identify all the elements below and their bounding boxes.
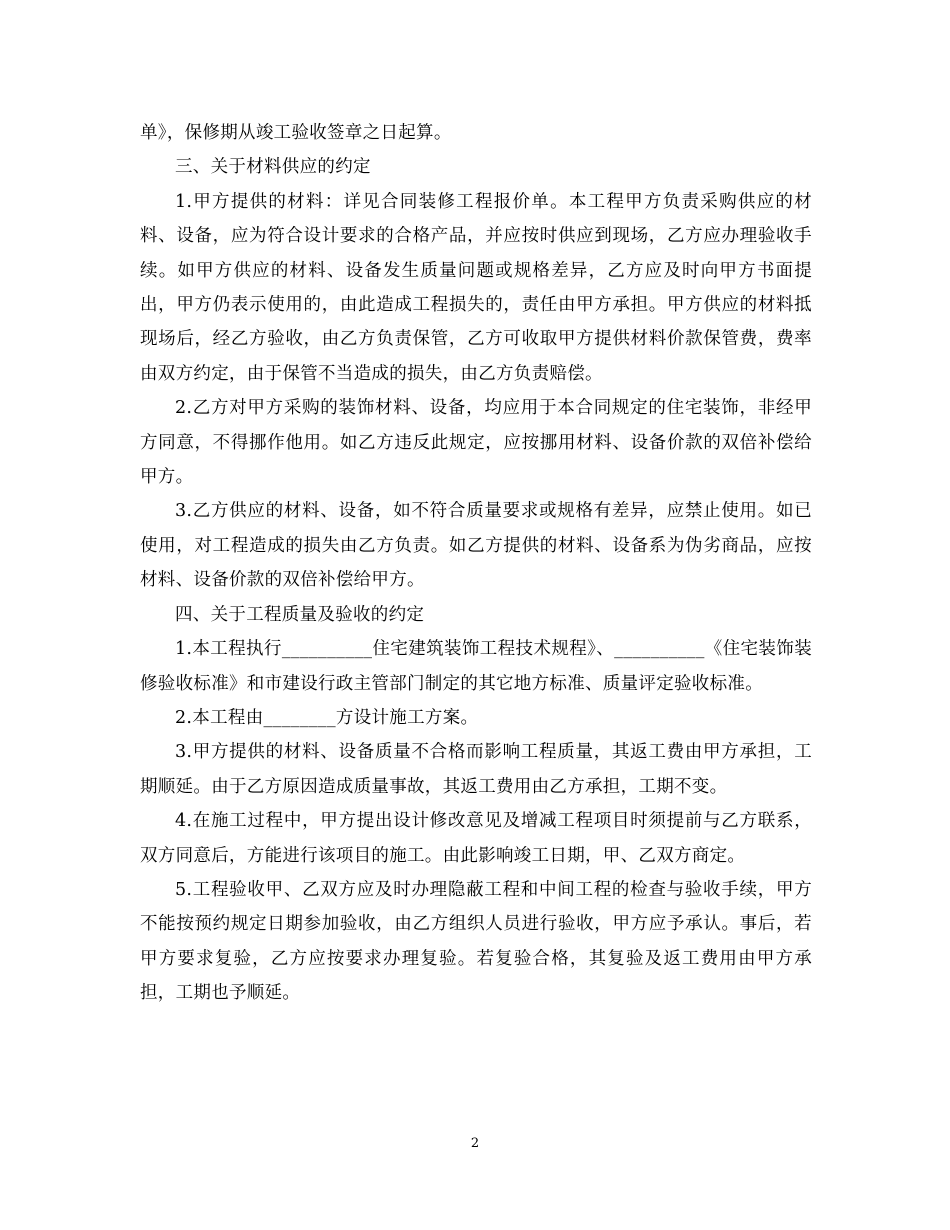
paragraph-materials-3: 3.乙方供应的材料、设备，如不符合质量要求或规格有差异，应禁止使用。如已使用，对工程造成的损失由乙方负责。如乙方提供的材料、设备系为伪劣商品，应按材料、设备价款的双倍补偿给甲方。 — [140, 501, 812, 591]
section-heading-materials: 三、关于材料供应的约定 — [175, 157, 371, 178]
paragraph-quality-3: 3.甲方提供的材料、设备质量不合格而影响工程质量，其返工费由甲方承担，工期顺延。由于乙方原因造成质量事故，其返工费用由乙方承担，工期不变。 — [140, 742, 812, 797]
paragraph-quality-1: 1.本工程执行__________住宅建筑装饰工程技术规程》、__________《住宅装饰装修验收标准》和市建设行政主管部门制定的其它地方标准、质量评定验收标准。 — [140, 639, 812, 694]
document-body — [140, 116, 812, 1011]
paragraph-quality-2: 2.本工程由________方设计施工方案。 — [175, 707, 479, 728]
paragraph-warranty-tail: 单》，保修期从竣工验收签章之日起算。 — [140, 123, 452, 143]
section-heading-quality: 四、关于工程质量及验收的约定 — [175, 604, 425, 625]
paragraph-materials-1: 1.甲方提供的材料：详见合同装修工程报价单。本工程甲方负责采购供应的材料、设备，应为符合设计要求的合格产品，并应按时供应到现场，乙方应办理验收手续。如甲方供应的材料、设备发生质量问题或规格差异，乙方应及时向甲方书面提出，甲方仍表示使用的，由此造成工程损失的，责任由甲方承担。甲方供应的材料抵现场后，经乙方验收，由乙方负责保管，乙方可收取甲方提供材料价款保管费，费率由双方约定，由于保管不当造成的损失，由乙方负责赔偿。 — [140, 191, 812, 384]
page-number: 2 — [470, 1136, 480, 1151]
paragraph-quality-5: 5.工程验收甲、乙双方应及时办理隐蔽工程和中间工程的检查与验收手续，甲方不能按预约规定日期参加验收，由乙方组织人员进行验收，甲方应予承认。事后，若甲方要求复验，乙方应按要求办理复验。若复验合格，其复验及返工费用由甲方承担，工期也予顺延。 — [140, 879, 812, 1004]
paragraph-quality-4: 4.在施工过程中，甲方提出设计修改意见及增减工程项目时须提前与乙方联系，双方同意后，方能进行该项目的施工。由此影响竣工日期，甲、乙双方商定。 — [140, 811, 812, 866]
paragraph-materials-2: 2.乙方对甲方采购的装饰材料、设备，均应用于本合同规定的住宅装饰，非经甲方同意，不得挪作他用。如乙方违反此规定，应按挪用材料、设备价款的双倍补偿给甲方。 — [140, 398, 812, 488]
